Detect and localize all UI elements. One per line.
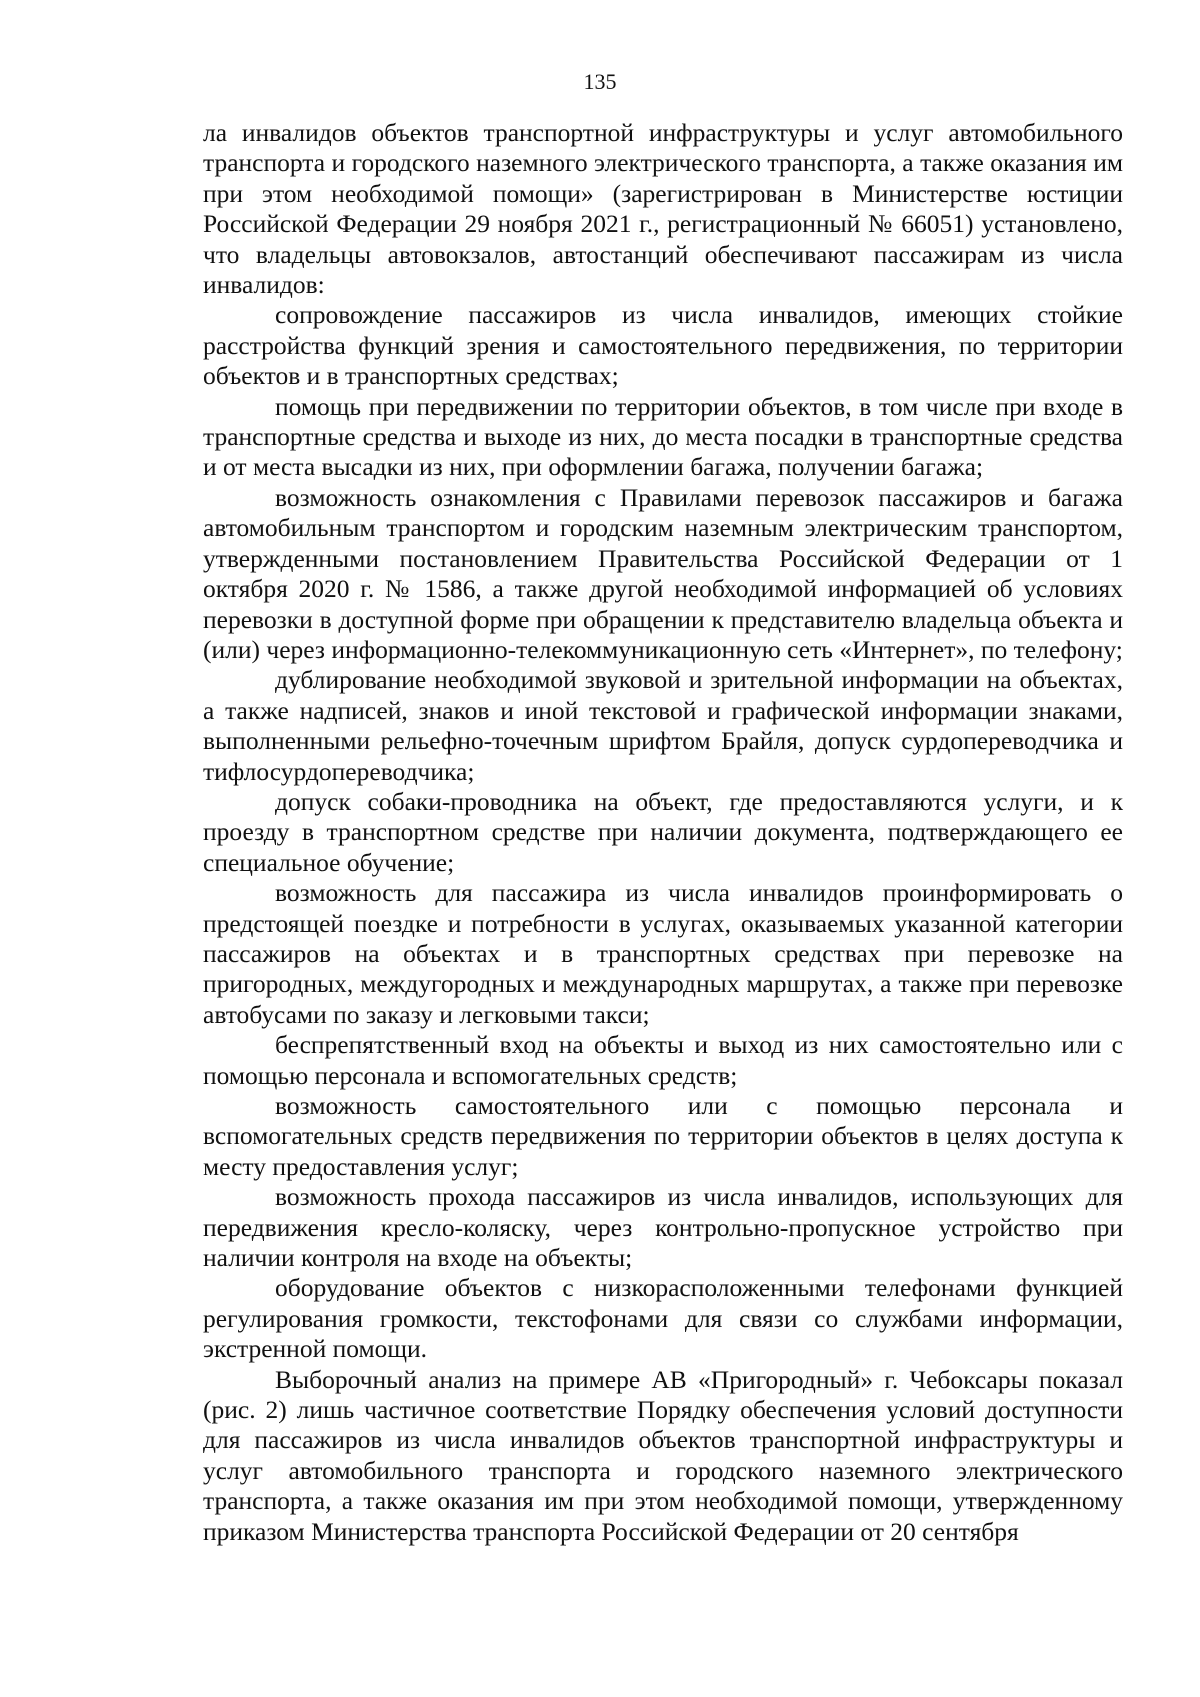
page-number: 135 (583, 69, 617, 94)
paragraph-analysis: Выборочный анализ на примере АВ «Пригородный» г. Чебоксары показал (рис. 2) лишь частичное соответствие Порядку обеспечения условий доступности для пассажиров из числа инвалидов объектов транспортной инфраструктуры и услуг автомобильного транспорта и городского наземного электрического транспорта, а также оказания им при этом необходимой помощи, утвержденному приказом Министерства транспорта Российской Федерации от 20 сентября (203, 1364, 1123, 1546)
paragraph-info-duplication: дублирование необходимой звуковой и зрительной информации на объектах, а также надписей, знаков и иной текстовой и графической информации знаками, выполненными рельефно-точечным шрифтом Брайля, допуск сурдопереводчика и тифлосурдопереводчика; (203, 665, 1123, 786)
paragraph-rules-info: возможность ознакомления с Правилами перевозок пассажиров и багажа автомобильным транспортом и городским наземным электрическим транспортом, утвержденными постановлением Правительства Российской Федерации от 1 октября 2020 г. № 1586, а также другой необходимой информацией об условиях перевозки в доступной форме при обращении к представителю владельца объекта и (или) через информационно-телекоммуникационную сеть «Интернет», по телефону; (203, 482, 1123, 664)
paragraph-telephones: оборудование объектов с низкорасположенными телефонами функцией регулирования громкости, текстофонами для связи со службами информации, экстренной помощи. (203, 1273, 1123, 1364)
paragraph-continuation: ла инвалидов объектов транспортной инфраструктуры и услуг автомобильного транспорта и городского наземного электрического транспорта, а также оказания им при этом необходимой помощи» (зарегистрирован в Министерстве юстиции Российской Федерации 29 ноября 2021 г., регистрационный № 66051) установлено, что владельцы автовокзалов, автостанций обеспечивают пассажирам из числа инвалидов: (203, 118, 1123, 300)
paragraph-trip-notice: возможность для пассажира из числа инвалидов проинформировать о предстоящей поездке и потребности в услугах, оказываемых указанной категории пассажиров на объектах и в транспортных средствах при перевозке на пригородных, междугородных и международных маршрутах, а также при перевозке автобусами по заказу и легковыми такси; (203, 878, 1123, 1029)
document-body (203, 118, 1123, 1547)
paragraph-guide-dog: допуск собаки-проводника на объект, где предоставляются услуги, и к проезду в транспортном средстве при наличии документа, подтверждающего ее специальное обучение; (203, 786, 1123, 877)
paragraph-escort: сопровождение пассажиров из числа инвалидов, имеющих стойкие расстройства функций зрения и самостоятельного передвижения, по территории объектов и в транспортных средствах; (203, 300, 1123, 391)
paragraph-entry-exit: беспрепятственный вход на объекты и выход из них самостоятельно или с помощью персонала и вспомогательных средств; (203, 1030, 1123, 1090)
paragraph-wheelchair-passage: возможность прохода пассажиров из числа инвалидов, использующих для передвижения кресло-коляску, через контрольно-пропускное устройство при наличии контроля на входе на объекты; (203, 1182, 1123, 1273)
paragraph-movement-help: помощь при передвижении по территории объектов, в том числе при входе в транспортные средства и выходе из них, до места посадки в транспортные средства и от места высадки из них, при оформлении багажа, получении багажа; (203, 391, 1123, 482)
paragraph-independent-movement: возможность самостоятельного или с помощью персонала и вспомогательных средств передвижения по территории объектов в целях доступа к месту предоставления услуг; (203, 1091, 1123, 1181)
